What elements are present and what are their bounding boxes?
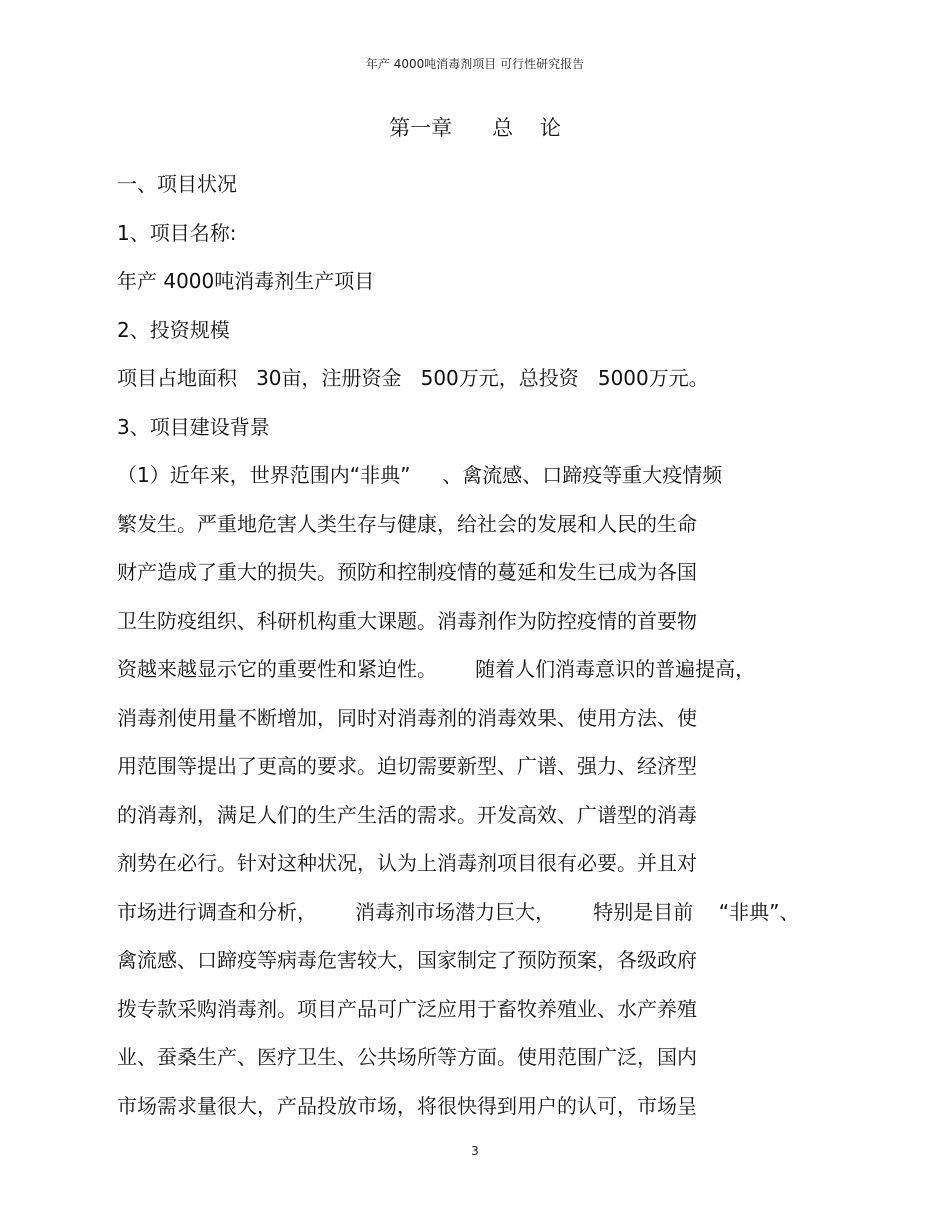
subheading-background: 3、项目建设背景 xyxy=(117,414,270,439)
paragraph-line: 卫生防疫组织、科研机构重大课题。消毒剂作为防控疫情的首要物 xyxy=(117,608,697,633)
paragraph-line: 市场需求量很大，产品投放市场，将很快得到用户的认可，市场呈 xyxy=(117,1093,697,1118)
investment-text: 项目占地面积 30亩，注册资金 500万元，总投资 5000万元。 xyxy=(117,366,709,390)
paragraph-line: 资越来越显示它的重要性和紧迫性。 随着人们消毒意识的普遍提高， xyxy=(117,657,756,681)
paragraph-line: 业、蚕桑生产、医疗卫生、公共场所等方面。使用范围广泛，国内 xyxy=(117,1045,697,1069)
paragraph-line: 禽流感、口蹄疫等病毒危害较大，国家制定了预防预案，各级政府 xyxy=(117,948,697,972)
paragraph-line: 消毒剂使用量不断增加，同时对消毒剂的消毒效果、使用方法、使 xyxy=(117,705,697,730)
paragraph-line: 财产造成了重大的损失。预防和控制疫情的蔓延和发生已成为各国 xyxy=(117,560,697,584)
paragraph-line: （1）近年来，世界范围内“非典” 、禽流感、口蹄疫等重大疫情频 xyxy=(117,463,723,487)
project-name-text: 年产 4000吨消毒剂生产项目 xyxy=(117,269,375,293)
paragraph-line: 用范围等提出了更高的要求。迫切需要新型、广谱、强力、经济型 xyxy=(117,754,697,778)
subheading-project-name: 1、项目名称: xyxy=(117,220,237,245)
paragraph-line: 繁发生。严重地危害人类生存与健康，给社会的发展和人民的生命 xyxy=(117,511,697,536)
paragraph-line: 拨专款采购消毒剂。项目产品可广泛应用于畜牧养殖业、水产养殖 xyxy=(117,996,697,1021)
chapter-title: 第一章 总 论 xyxy=(389,116,561,140)
section-heading: 一、项目状况 xyxy=(117,172,237,196)
paragraph-line: 市场进行调查和分析， 消毒剂市场潜力巨大， 特别是目前 “非典”、 xyxy=(117,899,800,924)
paragraph-line: 剂势在必行。针对这种状况，认为上消毒剂项目很有必要。并且对 xyxy=(117,851,697,875)
page-number: 3 xyxy=(471,1144,479,1158)
running-header: 年产 4000吨消毒剂项目 可行性研究报告 xyxy=(365,57,585,71)
paragraph-line: 的消毒剂，满足人们的生产生活的需求。开发高效、广谱型的消毒 xyxy=(117,802,697,827)
body-text xyxy=(117,160,877,1130)
subheading-investment: 2、投资规模 xyxy=(117,317,230,342)
